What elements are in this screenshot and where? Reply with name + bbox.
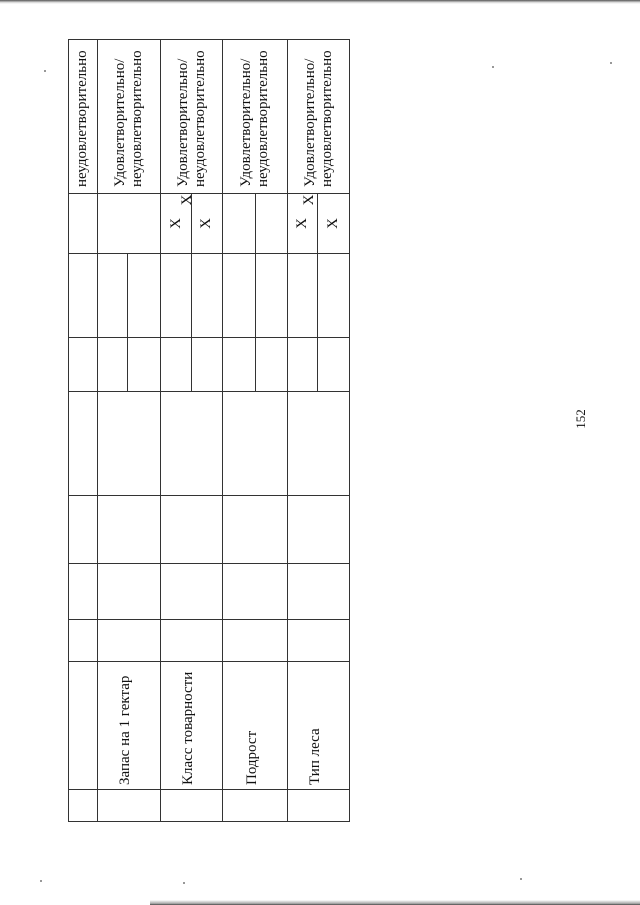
forest-evaluation-table (68, 39, 350, 822)
check-mark: X (294, 218, 311, 229)
check-mark: X (301, 194, 317, 206)
evaluation-cell (97, 40, 161, 194)
evaluation-text: Удовлетворительно/ неудовлетворительно (111, 50, 145, 187)
parameter-label: Запас на 1 гектар (117, 675, 134, 785)
parameter-label: Тип леса (307, 728, 324, 785)
rotated-table-container (68, 40, 350, 822)
check-mark: X (167, 218, 184, 229)
table-row (97, 40, 128, 822)
parameter-cell (288, 662, 350, 790)
evaluation-mark-overlay (301, 193, 317, 207)
page-number: 152 (573, 409, 588, 429)
table-row (161, 40, 192, 822)
evaluation-cell (288, 40, 350, 194)
evaluation-text: Удовлетворительно/ неудовлетворительно (238, 50, 272, 187)
scan-edge-bottom (150, 900, 640, 905)
parameter-cell (222, 662, 288, 790)
table-row (288, 40, 318, 822)
scan-speck (492, 66, 494, 68)
evaluation-text: неудовлетворительно (74, 50, 91, 187)
evaluation-text: Удовлетворительно/ неудовлетворительно (174, 50, 208, 187)
parameter-cell (97, 662, 161, 790)
evaluation-cell (161, 40, 223, 194)
evaluation-cell (69, 40, 98, 194)
parameter-cell (161, 662, 223, 790)
parameter-label: Подрост (243, 730, 260, 785)
evaluation-cell (222, 40, 288, 194)
mark-cell (318, 194, 350, 254)
check-mark: X (325, 218, 342, 229)
mark-cell (192, 194, 223, 254)
scan-speck (520, 878, 522, 880)
evaluation-mark-overlay (179, 193, 195, 207)
parameter-label: Класс товарности (180, 671, 197, 785)
table-row (222, 40, 255, 822)
check-mark: X (198, 218, 215, 229)
table-row (69, 40, 98, 822)
scan-speck (610, 62, 612, 64)
scan-edge-top (0, 0, 640, 4)
check-mark: X (179, 194, 195, 206)
scan-speck (44, 70, 46, 72)
scan-speck (183, 882, 185, 884)
scan-speck (40, 880, 42, 882)
evaluation-text: Удовлетворительно/ неудовлетворительно (301, 50, 335, 187)
